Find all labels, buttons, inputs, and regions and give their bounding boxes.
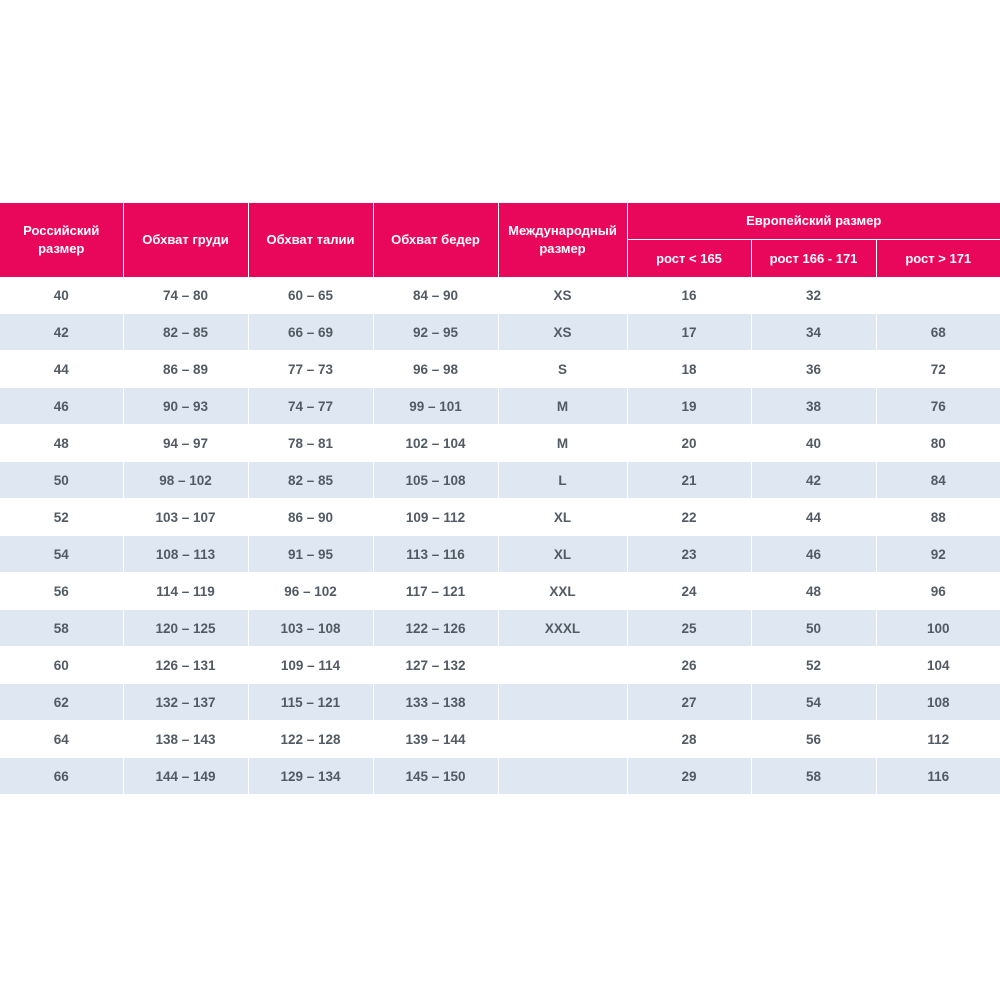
eu-gt-171-cell: 116 <box>876 758 1000 795</box>
table-body <box>0 277 1000 795</box>
header-hips: Обхват бедер <box>373 203 498 277</box>
waist-cell: 78 – 81 <box>248 425 373 462</box>
eu-lt-165-cell: 21 <box>627 462 751 499</box>
chest-cell: 94 – 97 <box>123 425 248 462</box>
chest-cell: 103 – 107 <box>123 499 248 536</box>
hips-cell: 99 – 101 <box>373 388 498 425</box>
eu-166-171-cell: 32 <box>751 277 876 314</box>
eu-lt-165-cell: 29 <box>627 758 751 795</box>
hips-cell: 122 – 126 <box>373 610 498 647</box>
table-row <box>0 536 1000 573</box>
header-international-size: Международный размер <box>498 203 627 277</box>
chest-cell: 120 – 125 <box>123 610 248 647</box>
table-row <box>0 684 1000 721</box>
eu-166-171-cell: 42 <box>751 462 876 499</box>
table-row <box>0 388 1000 425</box>
international-size-cell: XL <box>498 499 627 536</box>
eu-166-171-cell: 50 <box>751 610 876 647</box>
eu-166-171-cell: 38 <box>751 388 876 425</box>
hips-cell: 113 – 116 <box>373 536 498 573</box>
hips-cell: 117 – 121 <box>373 573 498 610</box>
eu-lt-165-cell: 20 <box>627 425 751 462</box>
chest-cell: 108 – 113 <box>123 536 248 573</box>
header-russian-size: Российский размер <box>0 203 123 277</box>
eu-lt-165-cell: 28 <box>627 721 751 758</box>
waist-cell: 109 – 114 <box>248 647 373 684</box>
eu-lt-165-cell: 22 <box>627 499 751 536</box>
international-size-cell: L <box>498 462 627 499</box>
eu-166-171-cell: 46 <box>751 536 876 573</box>
russian-size-cell: 40 <box>0 277 123 314</box>
russian-size-cell: 48 <box>0 425 123 462</box>
russian-size-cell: 46 <box>0 388 123 425</box>
table-row <box>0 499 1000 536</box>
eu-gt-171-cell: 80 <box>876 425 1000 462</box>
international-size-cell: XXL <box>498 573 627 610</box>
hips-cell: 105 – 108 <box>373 462 498 499</box>
waist-cell: 122 – 128 <box>248 721 373 758</box>
table-row <box>0 721 1000 758</box>
waist-cell: 60 – 65 <box>248 277 373 314</box>
eu-gt-171-cell: 88 <box>876 499 1000 536</box>
hips-cell: 92 – 95 <box>373 314 498 351</box>
table-row <box>0 462 1000 499</box>
hips-cell: 145 – 150 <box>373 758 498 795</box>
header-european-size: Европейский размер <box>627 203 1000 240</box>
russian-size-cell: 58 <box>0 610 123 647</box>
eu-gt-171-cell: 84 <box>876 462 1000 499</box>
international-size-cell <box>498 684 627 721</box>
russian-size-cell: 52 <box>0 499 123 536</box>
eu-lt-165-cell: 19 <box>627 388 751 425</box>
hips-cell: 139 – 144 <box>373 721 498 758</box>
eu-lt-165-cell: 17 <box>627 314 751 351</box>
international-size-cell: XS <box>498 277 627 314</box>
waist-cell: 77 – 73 <box>248 351 373 388</box>
header-chest: Обхват груди <box>123 203 248 277</box>
chest-cell: 126 – 131 <box>123 647 248 684</box>
waist-cell: 86 – 90 <box>248 499 373 536</box>
header-height-gt-171: рост > 171 <box>876 240 1000 278</box>
eu-lt-165-cell: 16 <box>627 277 751 314</box>
header-height-lt-165: рост < 165 <box>627 240 751 278</box>
chest-cell: 90 – 93 <box>123 388 248 425</box>
eu-166-171-cell: 54 <box>751 684 876 721</box>
header-waist: Обхват талии <box>248 203 373 277</box>
chest-cell: 86 – 89 <box>123 351 248 388</box>
russian-size-cell: 62 <box>0 684 123 721</box>
international-size-cell <box>498 647 627 684</box>
russian-size-cell: 42 <box>0 314 123 351</box>
hips-cell: 127 – 132 <box>373 647 498 684</box>
eu-lt-165-cell: 26 <box>627 647 751 684</box>
chest-cell: 132 – 137 <box>123 684 248 721</box>
waist-cell: 129 – 134 <box>248 758 373 795</box>
eu-lt-165-cell: 24 <box>627 573 751 610</box>
size-chart <box>0 203 1000 795</box>
hips-cell: 109 – 112 <box>373 499 498 536</box>
eu-166-171-cell: 56 <box>751 721 876 758</box>
eu-166-171-cell: 44 <box>751 499 876 536</box>
russian-size-cell: 56 <box>0 573 123 610</box>
eu-gt-171-cell: 72 <box>876 351 1000 388</box>
hips-cell: 102 – 104 <box>373 425 498 462</box>
eu-lt-165-cell: 23 <box>627 536 751 573</box>
waist-cell: 82 – 85 <box>248 462 373 499</box>
eu-gt-171-cell: 92 <box>876 536 1000 573</box>
header-height-166-171: рост 166 - 171 <box>751 240 876 278</box>
size-chart-table <box>0 203 1000 795</box>
waist-cell: 74 – 77 <box>248 388 373 425</box>
eu-lt-165-cell: 25 <box>627 610 751 647</box>
russian-size-cell: 50 <box>0 462 123 499</box>
eu-lt-165-cell: 18 <box>627 351 751 388</box>
russian-size-cell: 44 <box>0 351 123 388</box>
international-size-cell: S <box>498 351 627 388</box>
waist-cell: 91 – 95 <box>248 536 373 573</box>
chest-cell: 82 – 85 <box>123 314 248 351</box>
eu-166-171-cell: 40 <box>751 425 876 462</box>
russian-size-cell: 60 <box>0 647 123 684</box>
eu-gt-171-cell: 96 <box>876 573 1000 610</box>
eu-166-171-cell: 36 <box>751 351 876 388</box>
international-size-cell: XL <box>498 536 627 573</box>
eu-gt-171-cell <box>876 277 1000 314</box>
russian-size-cell: 64 <box>0 721 123 758</box>
international-size-cell: XS <box>498 314 627 351</box>
international-size-cell <box>498 721 627 758</box>
russian-size-cell: 66 <box>0 758 123 795</box>
eu-166-171-cell: 52 <box>751 647 876 684</box>
eu-166-171-cell: 48 <box>751 573 876 610</box>
eu-166-171-cell: 58 <box>751 758 876 795</box>
waist-cell: 103 – 108 <box>248 610 373 647</box>
chest-cell: 98 – 102 <box>123 462 248 499</box>
eu-gt-171-cell: 112 <box>876 721 1000 758</box>
eu-gt-171-cell: 100 <box>876 610 1000 647</box>
eu-lt-165-cell: 27 <box>627 684 751 721</box>
table-header <box>0 203 1000 277</box>
international-size-cell: XXXL <box>498 610 627 647</box>
chest-cell: 74 – 80 <box>123 277 248 314</box>
table-row <box>0 610 1000 647</box>
table-row <box>0 573 1000 610</box>
table-row <box>0 277 1000 314</box>
eu-gt-171-cell: 76 <box>876 388 1000 425</box>
international-size-cell <box>498 758 627 795</box>
table-row <box>0 351 1000 388</box>
eu-gt-171-cell: 104 <box>876 647 1000 684</box>
hips-cell: 96 – 98 <box>373 351 498 388</box>
table-row <box>0 758 1000 795</box>
waist-cell: 115 – 121 <box>248 684 373 721</box>
chest-cell: 138 – 143 <box>123 721 248 758</box>
eu-gt-171-cell: 68 <box>876 314 1000 351</box>
table-row <box>0 314 1000 351</box>
chest-cell: 144 – 149 <box>123 758 248 795</box>
eu-166-171-cell: 34 <box>751 314 876 351</box>
international-size-cell: M <box>498 388 627 425</box>
hips-cell: 133 – 138 <box>373 684 498 721</box>
russian-size-cell: 54 <box>0 536 123 573</box>
international-size-cell: M <box>498 425 627 462</box>
eu-gt-171-cell: 108 <box>876 684 1000 721</box>
hips-cell: 84 – 90 <box>373 277 498 314</box>
waist-cell: 96 – 102 <box>248 573 373 610</box>
chest-cell: 114 – 119 <box>123 573 248 610</box>
table-row <box>0 425 1000 462</box>
waist-cell: 66 – 69 <box>248 314 373 351</box>
table-row <box>0 647 1000 684</box>
